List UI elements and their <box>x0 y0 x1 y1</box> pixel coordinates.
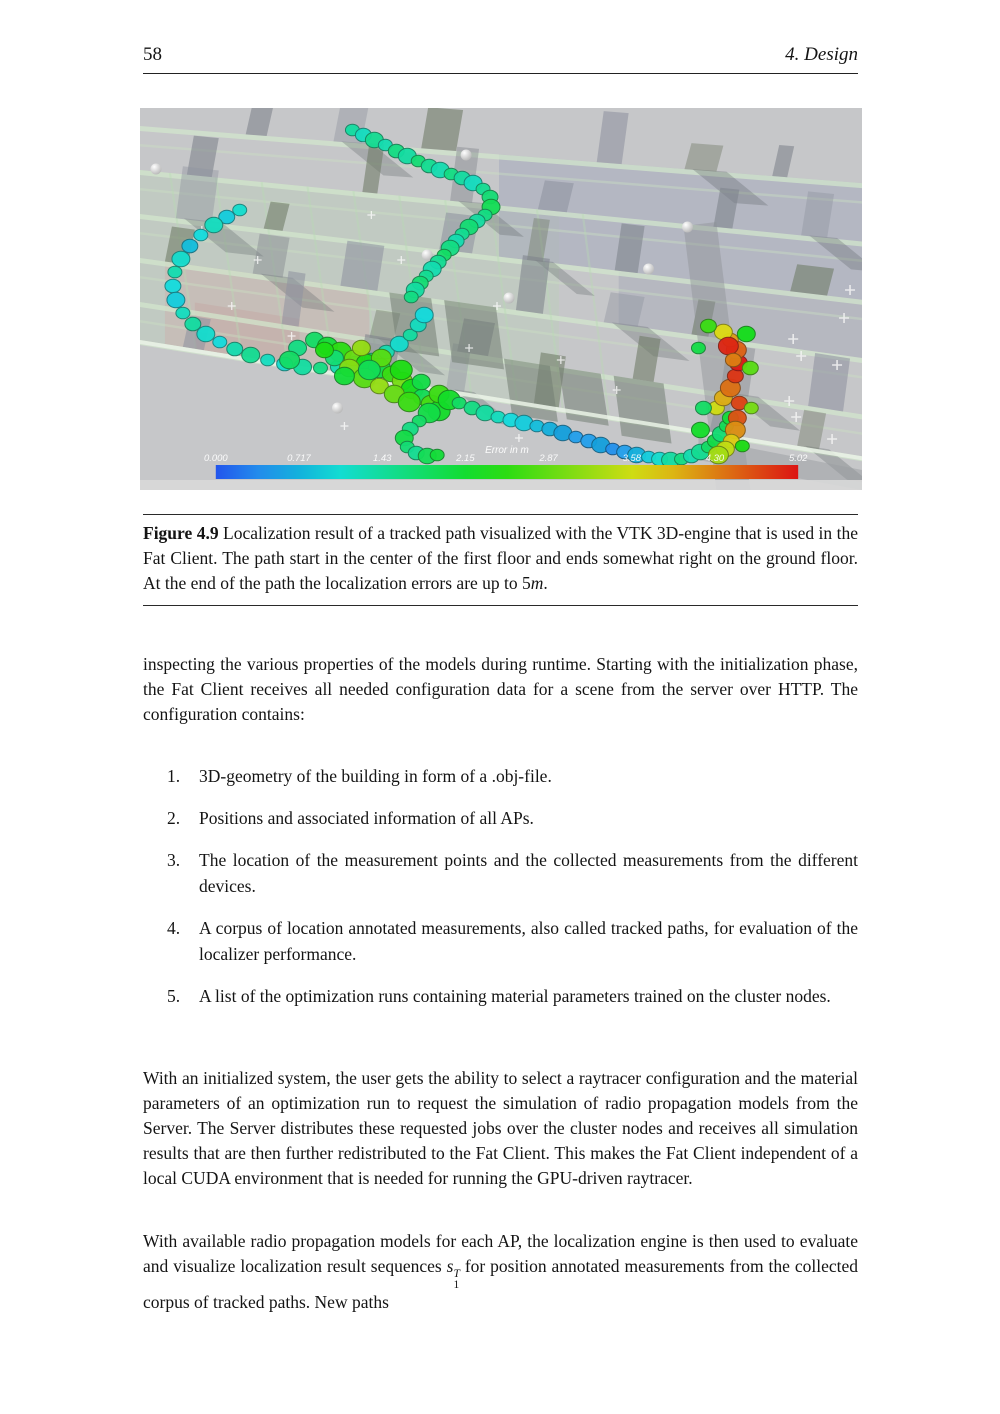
colorbar-tick-label: 2.15 <box>456 452 475 465</box>
list-item-number: 2. <box>167 808 181 828</box>
tracked-path-3d-render <box>140 108 862 490</box>
list-item-4 <box>143 915 858 967</box>
figure-caption-math-m: m <box>530 573 544 593</box>
colorbar-tick-label: 3.58 <box>622 452 641 465</box>
colorbar-tick-label: 4.30 <box>705 452 725 465</box>
list-item-5 <box>143 983 858 1009</box>
figure-3d-visualization <box>140 108 862 490</box>
colorbar-tick-label: 5.02 <box>788 452 808 465</box>
math-subscript: 1 <box>453 1278 460 1291</box>
figure-caption-label: Figure 4.9 <box>143 523 219 543</box>
list-item-3 <box>143 847 858 899</box>
configuration-list <box>143 763 858 1025</box>
colorbar-title: Error in m <box>485 444 529 457</box>
paragraph-localization-engine <box>143 1229 858 1315</box>
list-item-text: A list of the optimization runs containing material parameters trained on the cluster nodes. <box>199 986 831 1006</box>
list-item-number: 1. <box>167 766 181 786</box>
colorbar-tick-label: 0.717 <box>287 452 311 465</box>
figure-caption-period: . <box>543 573 548 593</box>
list-item-text: A corpus of location annotated measurements, also called tracked paths, for evaluation of the localizer performance. <box>199 918 858 964</box>
colorbar-tick-label: 2.87 <box>539 452 558 465</box>
list-item-number: 4. <box>167 918 181 938</box>
colorbar-tick-label: 1.43 <box>372 452 392 465</box>
figure-caption <box>143 514 858 606</box>
paragraph-config-intro: inspecting the various properties of the models during runtime. Starting with the initialization phase, the Fat Client receives all needed configuration data for a scene from the server over HTTP. The configuration contains: <box>143 654 858 724</box>
list-item-text: Positions and associated information of all APs. <box>199 808 534 828</box>
page-number: 58 <box>143 44 162 65</box>
p3-text-after: for position annotated measurements from the collected corpus of tracked paths. New paths <box>143 1256 858 1312</box>
math-symbol-s: s <box>446 1256 454 1276</box>
math-superscript: T <box>453 1268 460 1280</box>
list-item-2 <box>143 805 858 831</box>
list-item-1 <box>143 763 858 789</box>
list-item-number: 3. <box>167 850 181 870</box>
list-item-number: 5. <box>167 986 181 1006</box>
paragraph-system-flow: With an initialized system, the user gets the ability to select a raytracer configuration and the material parameters of an optimization run to request the simulation of radio propagation models from the Server. The Server distributes these requested jobs over the cluster nodes and receives all simulation results that are then further redistributed to the Fat Client. This makes the Fat Client independent of a local CUDA environment that is needed for running the GPU-driven raytracer. <box>143 1068 858 1188</box>
chapter-title: 4. Design <box>785 44 858 65</box>
colorbar-tick-label: 0.000 <box>203 452 228 465</box>
list-item-text: 3D-geometry of the building in form of a .obj-file. <box>199 766 552 786</box>
figure-caption-text: Localization result of a tracked path visualized with the VTK 3D-engine that is used in the Fat Client. The path start in the center of the first floor and ends somewhat right on the ground floor. At the end of the path the localization errors are up to 5 <box>143 523 858 593</box>
list-item-text: The location of the measurement points and the collected measurements from the different devices. <box>199 850 858 896</box>
p3-text-before: With available radio propagation models for each AP, the localization engine is then used to evaluate and visualize localization result sequences <box>143 1231 858 1276</box>
page-header <box>143 44 858 74</box>
